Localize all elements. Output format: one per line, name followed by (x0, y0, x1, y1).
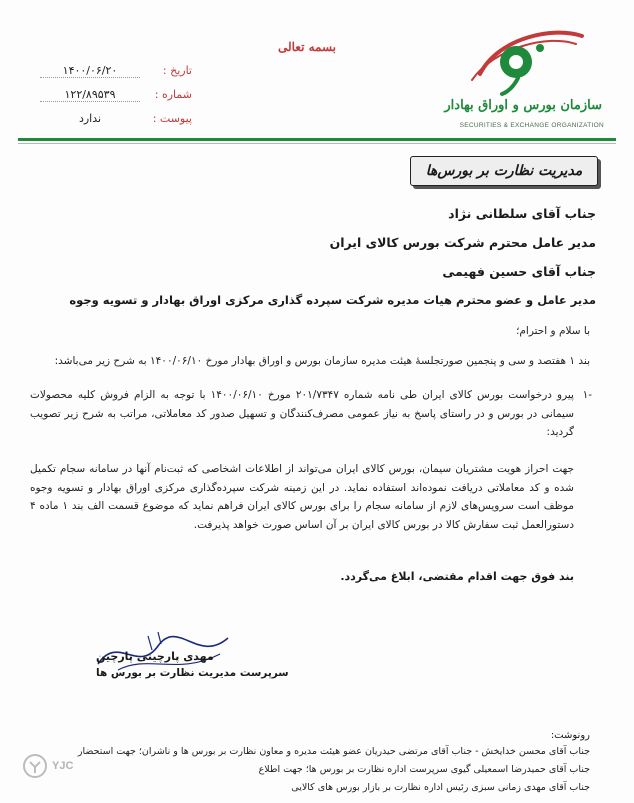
header-rule-thin (18, 143, 616, 144)
yjc-logo-icon (22, 753, 48, 779)
date-row (40, 64, 192, 78)
addressee-4: مدیر عامل و عضو محترم هیات مدیره شرکت سپرده گذاری مرکزی اوراق بهادار و تسویه وجوه (69, 293, 596, 307)
date-value: ۱۴۰۰/۰۶/۲۰ (40, 64, 140, 78)
attachment-row (40, 112, 192, 125)
yjc-watermark (22, 748, 112, 784)
intro-paragraph: بند ۱ هفتصد و سی و پنجمین صورتجلسهٔ هیئت مدیره سازمان بورس و اوراق بهادار مورخ ۱۴۰۰/۰۶/۱۰ به شرح زیر می‌باشد: (54, 355, 590, 367)
cc-line-3: جناب آقای مهدی زمانی سبزی رئیس اداره نظارت بر بازار بورس های کالایی (291, 782, 590, 793)
addressee-2: مدیر عامل محترم شرکت بورس کالای ایران (329, 235, 596, 250)
item-number: -۱ (582, 389, 592, 401)
number-row (40, 88, 192, 102)
cc-title: رونوشت: (550, 730, 590, 741)
item-text: پیرو درخواست بورس کالای ایران طی نامه شماره ۲۰۱/۷۳۴۷ مورخ ۱۴۰۰/۰۶/۱۰ با توجه به الزام فروش کلیه محصولات سیمانی در بورس و در راستای پاسخ به نیاز عمومی مصرف‌کنندگان و تسهیل صدور کد معاملاتی، مراتب به شرح زیر تصویب گردید: (30, 389, 574, 438)
signatory-name: مهدی پارچینی پارچین (96, 650, 214, 663)
department-box: مدیریت نظارت بر بورس‌ها (410, 156, 598, 186)
date-label: تاریخ : (162, 64, 192, 77)
cc-line-2: جناب آقای حمیدرضا اسمعیلی گیوی سرپرست اداره نظارت بر بورس ها؛ جهت اطلاع (258, 764, 590, 775)
addressee-1: جناب آقای سلطانی نژاد (448, 206, 596, 221)
logo-name-fa: سازمان بورس و اوراق بهادار (444, 98, 602, 113)
seo-logo-icon (458, 18, 588, 98)
header-rule (18, 138, 616, 141)
closing-line: بند فوق جهت اقدام مقتضی، ابلاغ می‌گردد. (340, 570, 574, 583)
attachment-label: پیوست : (152, 112, 192, 125)
yjc-text: YJC (52, 760, 74, 772)
number-label: شماره : (154, 88, 192, 101)
number-value: ۱۲۲/۸۹۵۳۹ (40, 88, 140, 102)
item-1 (30, 386, 592, 442)
item-detail: جهت احراز هویت مشتریان سیمان، بورس کالای ایران می‌تواند از اطلاعات اشخاصی که ثبت‌نام آنها در سامانه سجام تکمیل شده و کد معاملاتی دریافت نموده‌اند استفاده نماید. در این زمینه شرکت سپرده‌گذاری مرکزی اوراق بهادار و تسویه وجوه موظف است سرویس‌های لازم از سامانه سجام را برای بورس کالای ایران فراهم نماید که موضوع قسمت الف بند ۱ ماده ۴ دستورالعمل ثبت سفارش کالا در بورس کالای ایران بر آن اساس صورت خواهد پذیرفت. (30, 463, 574, 531)
signatory-title: سرپرست مدیریت نظارت بر بورس ها (96, 667, 289, 679)
logo-name-en: SECURITIES & EXCHANGE ORGANIZATION (459, 122, 604, 129)
besmellah: بسمه تعالی (277, 40, 337, 54)
cc-line-1: جناب آقای محسن خدایخش - جناب آقای مرتضی حیدریان عضو هیئت مدیره و معاون نظارت بر بورس ها و ناشران؛ جهت استحضار (77, 746, 590, 757)
greeting: با سلام و احترام؛ (516, 325, 590, 337)
addressee-3: جناب آقای حسین فهیمی (442, 264, 596, 279)
attachment-value: ندارد (78, 112, 102, 125)
